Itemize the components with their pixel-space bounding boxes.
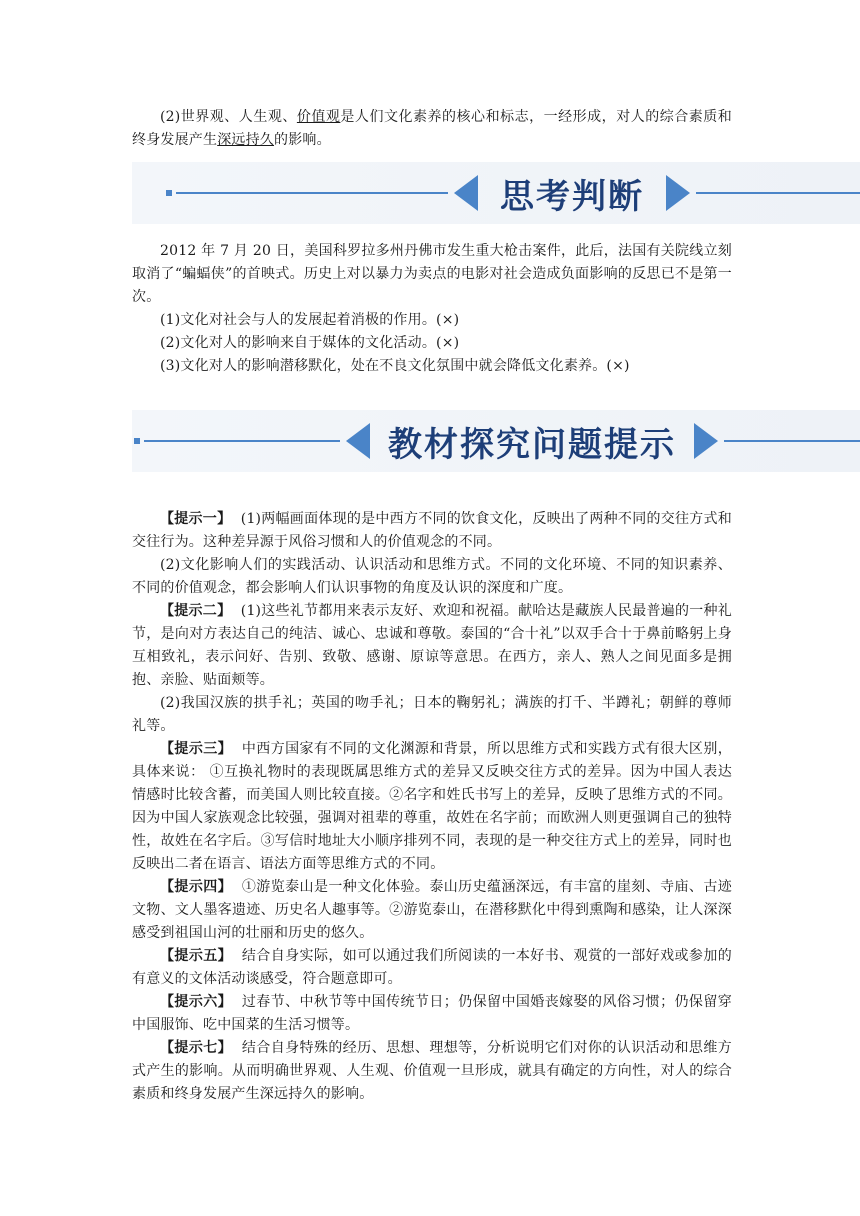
underlined-term: 价值观 (296, 109, 341, 125)
tip-4-paragraph (132, 876, 732, 945)
tip-1-paragraph (132, 508, 732, 554)
banner-square-icon (134, 438, 140, 444)
tip-text: (1)这些礼节都用来表示友好、欢迎和祝福。献哈达是藏族人民最普遍的一种礼节，是向对方表达自己的纯洁、诚心、忠诚和尊敬。泰国的“合十礼”以双手合十于鼻前略躬上身互相致礼，表示问好、告别、致敬、感谢、原谅等意思。在西方，亲人、熟人之间见面多是拥抱、亲脸、贴面颊等。 (132, 603, 733, 688)
intro-text: 是人们文化素养的核心和标志，一经形成，对人的综合素质和终身发展产生 (132, 109, 732, 148)
judge-item: (2)文化对人的影响来自于媒体的文化活动。(×) (160, 335, 460, 351)
tip-5-paragraph (132, 945, 732, 991)
intro-paragraph (132, 106, 732, 152)
tip-label: 【提示五】 (160, 948, 233, 964)
banner-line (176, 192, 448, 194)
tip-text: 结合自身特殊的经历、思想、理想等，分析说明它们对你的认识活动和思维方式产生的影响。从而明确世界观、人生观、价值观一旦形成，就具有确定的方向性，对人的综合素质和终身发展产生深远持久的影响。 (132, 1040, 732, 1102)
underlined-term: 深远持久 (217, 132, 275, 148)
tip-text: 结合自身实际，如可以通过我们所阅读的一本好书、观赏的一部好戏或参加的有意义的文体活动谈感受，符合题意即可。 (132, 948, 732, 987)
banner-square-icon (166, 190, 172, 196)
tip-label: 【提示七】 (160, 1040, 233, 1056)
banner-line (724, 440, 860, 442)
judge-item: (1)文化对社会与人的发展起着消极的作用。(×) (160, 312, 460, 328)
tip-label: 【提示四】 (160, 879, 233, 895)
banner-line (144, 440, 340, 442)
intro-text: 的影响。 (274, 132, 331, 148)
banner-line (696, 192, 860, 194)
tip-2-paragraph (132, 600, 732, 692)
tip-text: (1)两幅画面体现的是中西方不同的饮食文化，反映出了两种不同的交往方式和交往行为。这种差异源于风俗习惯和人的价值观念的不同。 (132, 511, 733, 550)
tip-7-paragraph (132, 1037, 732, 1106)
intro-text: (2)世界观、人生观、 (160, 109, 297, 125)
triangle-right-icon (666, 175, 690, 211)
triangle-left-icon (454, 175, 478, 211)
triangle-left-icon (346, 423, 370, 459)
section-title: 教材探究问题提示 (388, 424, 676, 465)
tip-text: 过春节、中秋节等中国传统节日；仍保留中国婚丧嫁娶的风俗习惯；仍保留穿中国服饰、吃中国菜的生活习惯等。 (132, 994, 732, 1033)
tip-text: 中西方国家有不同的文化渊源和背景，所以思维方式和实践方式有很大区别，具体来说： ①互换礼物时的表现既属思维方式的差异又反映交往方式的差异。因为中国人表达情感时比较含蓄，而美国人则比较直接。②名字和姓氏书写上的差异，反映了思维方式的不同。因为中国人家族观念比较强，强调对祖辈的尊重，故姓在名字前；而欧洲人则更强调自己的独特性，故姓在名字后。③写信时地址大小顺序排列不同，表现的是一种交往方式上的差异，同时也反映出二者在语言、语法方面等思维方式的不同。 (132, 741, 732, 872)
tip-1-paragraph-2: (2)文化影响人们的实践活动、认识活动和思维方式。不同的文化环境、不同的知识素养、不同的价值观念，都会影响人们认识事物的角度及认识的深度和广度。 (132, 557, 732, 596)
tip-label: 【提示六】 (160, 994, 233, 1010)
tip-label: 【提示二】 (160, 603, 232, 619)
tip-label: 【提示一】 (160, 511, 232, 527)
section-banner-textbook-tips (132, 410, 860, 472)
judge-item: (3)文化对人的影响潜移默化，处在不良文化氛围中就会降低文化素养。(×) (160, 358, 630, 374)
section-title: 思考判断 (500, 176, 644, 217)
tip-6-paragraph (132, 991, 732, 1037)
case-paragraph: 2012 年 7 月 20 日，美国科罗拉多州丹佛市发生重大枪击案件，此后，法国有关院线立刻取消了“蝙蝠侠”的首映式。历史上对以暴力为卖点的电影对社会造成负面影响的反思已不是第一次。 (132, 243, 732, 305)
tip-text: ①游览泰山是一种文化体验。泰山历史蕴涵深远，有丰富的崖刻、寺庙、古迹文物、文人墨客遗迹、历史名人趣事等。②游览泰山，在潜移默化中得到熏陶和感染，让人深深感受到祖国山河的壮丽和历史的悠久。 (132, 879, 732, 941)
tip-label: 【提示三】 (160, 741, 233, 757)
triangle-right-icon (694, 423, 718, 459)
tip-3-paragraph (132, 738, 732, 876)
tip-2-paragraph-2: (2)我国汉族的拱手礼；英国的吻手礼；日本的鞠躬礼；满族的打千、半蹲礼；朝鲜的尊师礼等。 (132, 695, 732, 734)
section-banner-think-judge (132, 162, 860, 224)
